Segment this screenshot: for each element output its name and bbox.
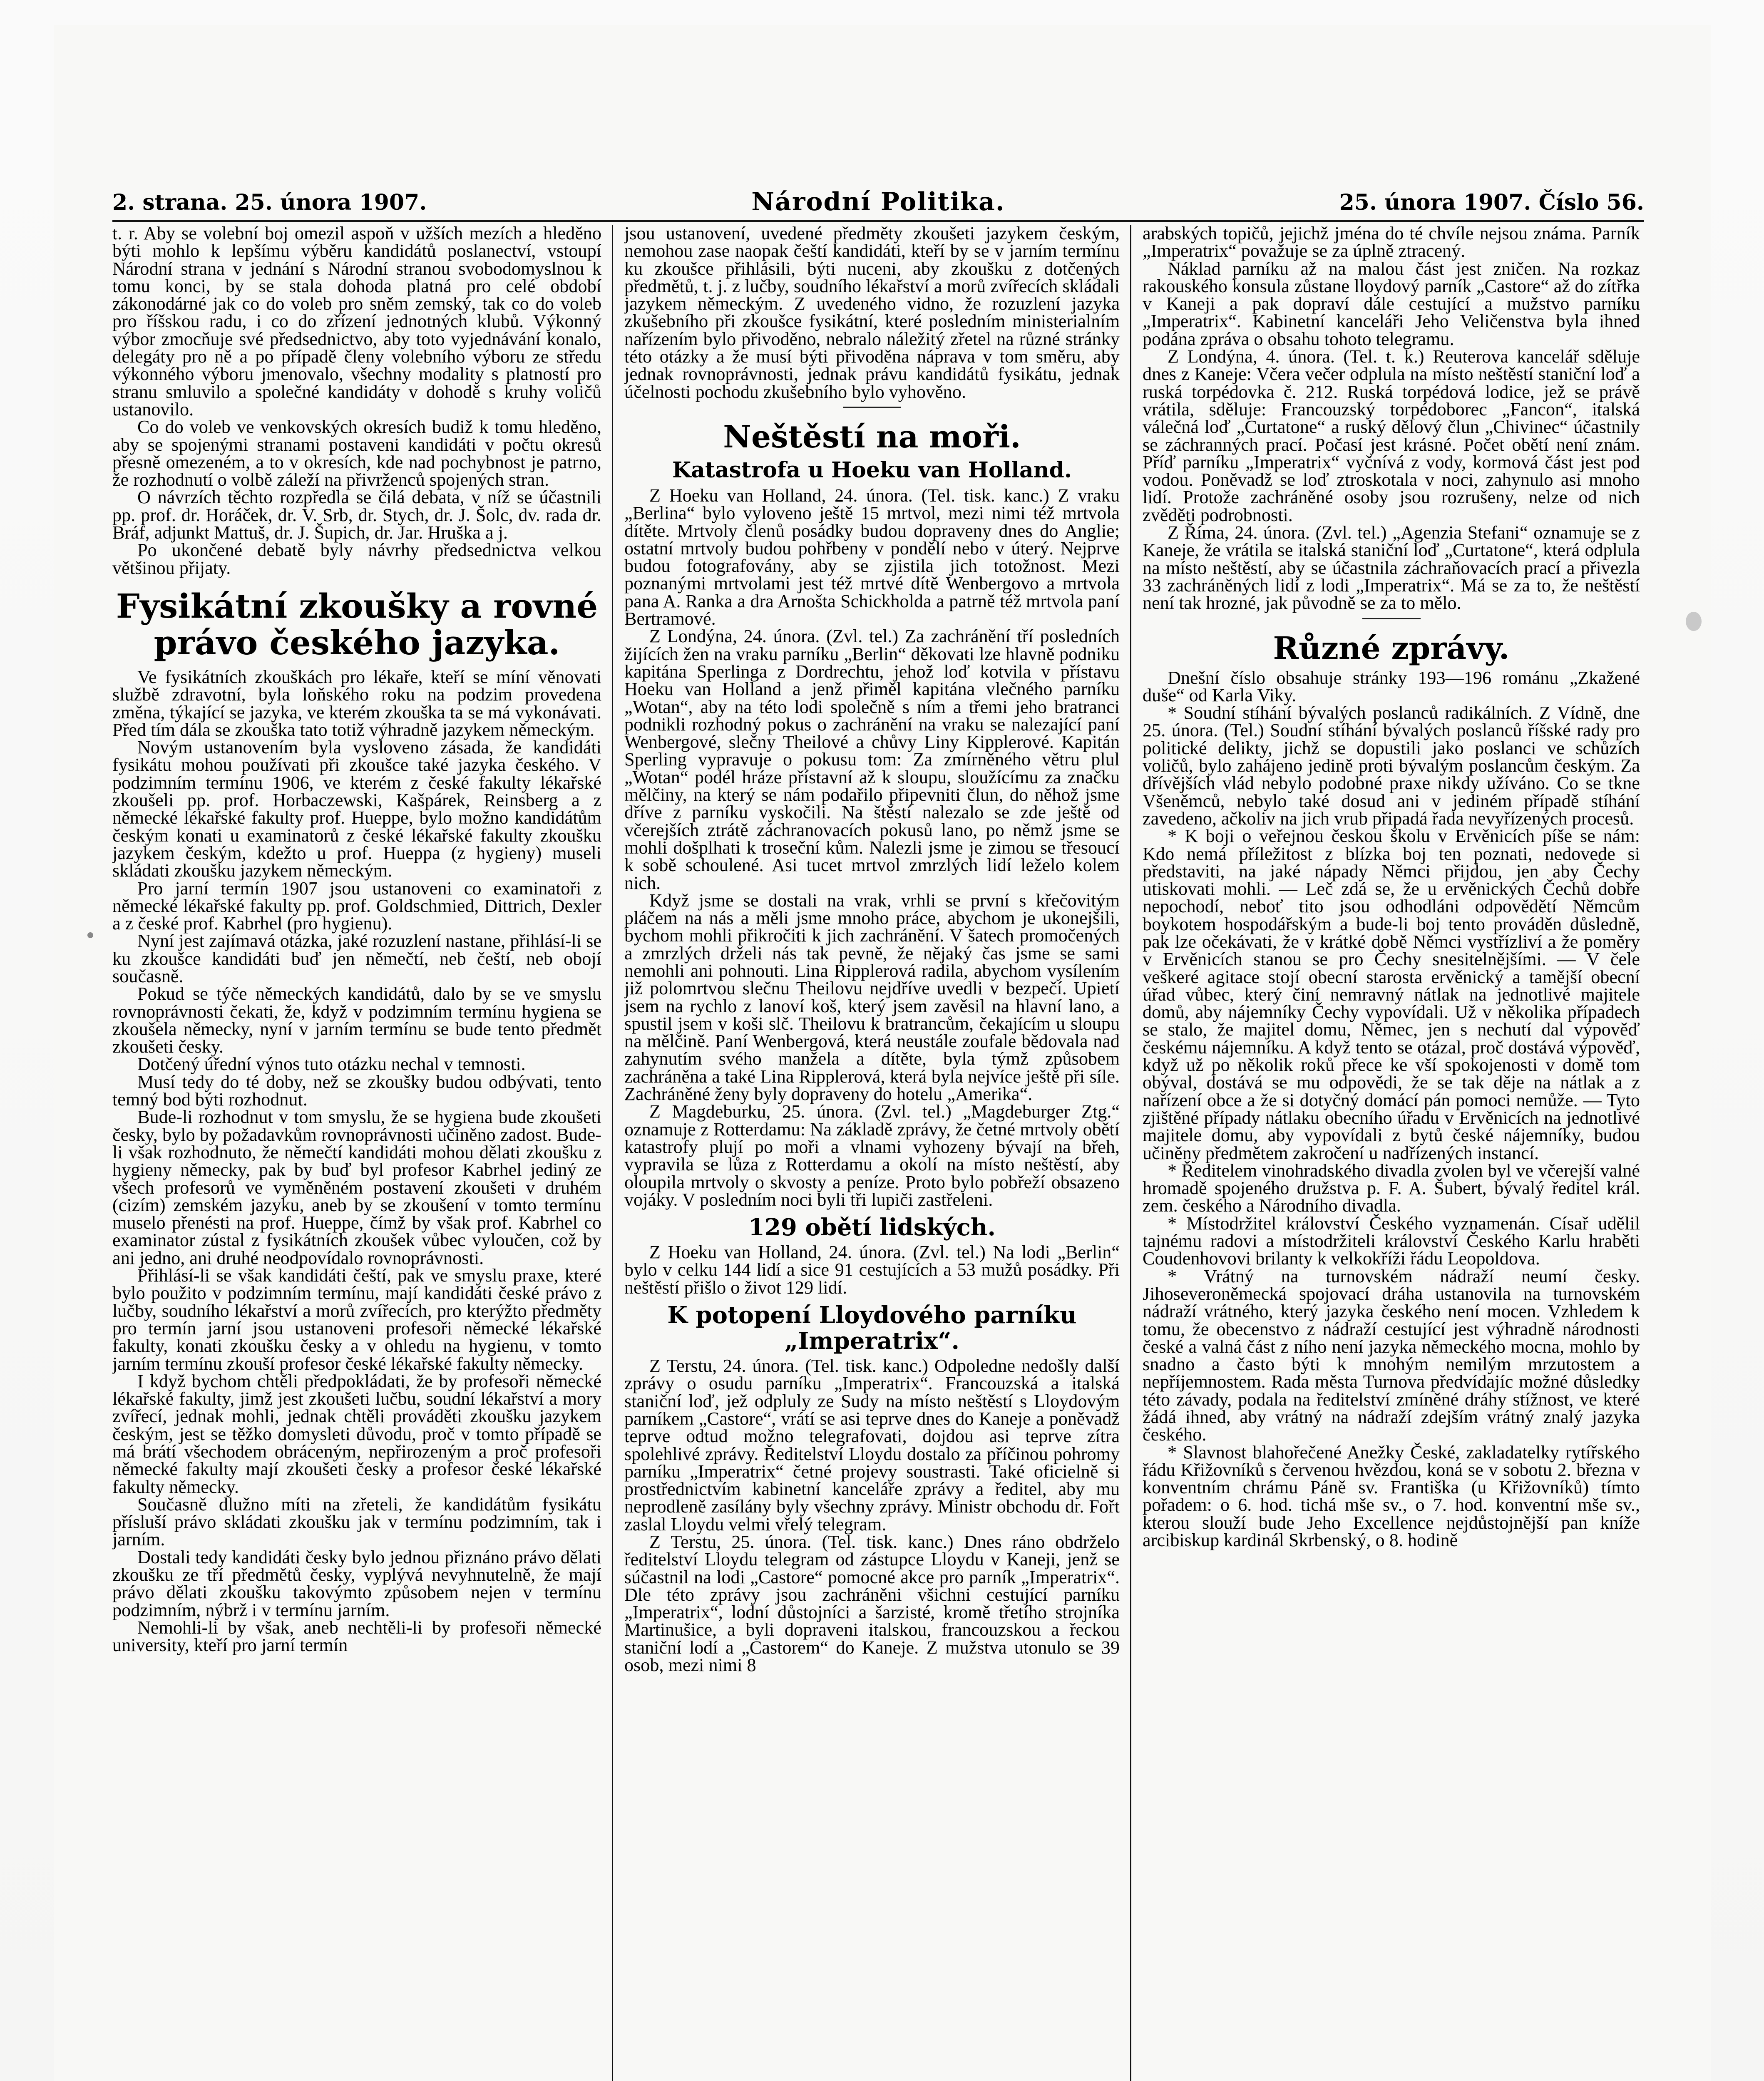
header-issue-number: 25. února 1907. Číslo 56. — [1339, 190, 1644, 215]
paragraph: Co do voleb ve venkovských okresích budiž k tomu hleděno, aby se spojenými stranami postaveni kandidáti v počtu okresů přesně omezeném, a to v okresích, kde nad pochybnost je patrno, že rozhodnutí o volbě záleží na přivrženců spojených stran. — [112, 417, 601, 490]
masthead-title: Národní Politika. — [751, 187, 1005, 216]
ink-blot — [1686, 612, 1702, 631]
paragraph: Z Hoeku van Holland, 24. února. (Zvl. tel.) Na lodi „Berlin“ bylo v celku 144 lidí a sice 91 cestujících a 53 mužů posádky. Při neštěstí přišlo o život 129 lidí. — [624, 1242, 1120, 1298]
paragraph: Bude-li rozhodnut v tom smyslu, že se hygiena bude zkoušeti česky, bylo by požadavkům rovnoprávnosti učiněno zadost. Bude-li však rozhodnuto, že němečtí kandidáti mohou dělati zkoušku z hygieny německy, pak by buď byl profesor Kabrhel jediný ze všech profesorů ve vyměněném postavení zkoušeti v druhém (cizím) zemském jazyku, aneb by se zkoušení v tomto termínu muselo přenésti na prof. Hueppe, čímž by však prof. Kabrhel co examinator zústal z fysikátních zkoušek vůbec vyloučen, což by ani jedno, ani druhé neodpovídalo rovnoprávnosti. — [112, 1107, 601, 1268]
section-rule — [1362, 618, 1421, 619]
section-heading: Různé zprávy. — [1273, 630, 1510, 666]
header-rule — [112, 220, 1644, 222]
paragraph: Nyní jest zajímavá otázka, jaké rozuzlení nastane, přihlásí-li se ku zkoušce kandidáti buď jen němečtí, neb čeští, neb obojí současně. — [112, 931, 601, 986]
paragraph: Novým ustanovením byla vysloveno zásada, že kandidáti fysikátu mohou používati při zkoušce také jazyka českého. V podzimním termínu 1906, ve kterém z české fakulty lékařské zkoušeli pp. prof. Horbaczewski, Kašpárek, Reinsberg a z německé lékařské fakulty prof. Hueppe, bylo možno kandidátům českým konati u examinatorů z české lékařské fakulty zkoušku jazykem českým, kdežto u prof. Hueppa (z hygieny) museli skládati zkoušku jazykem německým. — [112, 737, 601, 881]
article-subheading: 129 obětí lidských. — [748, 1214, 996, 1242]
ink-blot — [87, 932, 93, 938]
column-3 — [1143, 225, 1640, 2081]
paragraph: Z Terstu, 24. února. (Tel. tisk. kanc.) Odpoledne nedošly další zprávy o osudu parníku „Imperatrix“. Francouzská a italská staniční loď, jež odpluly ze Sudy na místo neštěstí s Lloydovým parníkem „Castore“, vrátí se asi teprve dnes do Kaneje a poněvadž teprve odtud možno telegrafovati, dojdou asi teprve zítra spolehlivé zprávy. Ředitelství Lloydu dostalo za příčinou pohromy parníku „Imperatrix“ četné projevy soustrasti. Také oficielně si prostřednictvím kabinetní kanceláře zprávy a ředitel, aby mu neprodleně zasílány byly všechny zprávy. Ministr obchodu dr. Fořt zaslal Lloydu velmi vřelý telegram. — [624, 1356, 1120, 1535]
article-subheading: K potopení Lloydového parníku „Imperatrix“. — [667, 1301, 1077, 1355]
section-rule — [843, 407, 901, 408]
paragraph: Pokud se týče německých kandidátů, dalo by se ve smyslu rovnoprávnosti čekati, že, když v podzimním termínu hygiena se zkoušela německy, nyní v jarním termínu se bude tento předmět zkoušeti česky. — [112, 983, 601, 1057]
paragraph: Musí tedy do té doby, než se zkoušky budou odbývati, tento temný bod býti rozhodnut. — [112, 1071, 601, 1110]
paragraph: jsou ustanovení, uvedené předměty zkoušeti jazykem českým, nemohou zase naopak čeští kandidáti, kteří by se v jarním termínu ku zkoušce přihlásili, býti nuceni, aby zkoušku z dotčených předmětů, t. j. z lučby, soudního lékařství a morů zvířecích skládali jazykem německým. Z uvedeného vidno, že rozuzlení jazyka zkušebního při zkoušce fysikátní, které posledním ministerialním nařízením bylo přivoděno, nebralo náležitý zřetel na různé stránky této otázky a že musí býti přivoděna náprava v tom směru, aby jednak rovnoprávnosti, jednak právu kandidátů fysikátu, jednak účelnosti pochodu zkušebního bylo vyhověno. — [624, 225, 1120, 402]
article-heading: Neštěstí na moři. — [723, 419, 1021, 455]
paragraph: * Vrátný na turnovském nádraží neumí česky. Jihoseveroněmecká spojovací dráha ustanovila na turnovském nádraží vrátného, který jazyka českého není mocen. Vzhledem k tomu, že obecenstvo z nádraží cestující jest výhradně národnosti české a valná část z ního není jazyka německého mocna, mohlo by snadno a často býti k mnohým nemilým mrzutostem a nepříjemnostem. Rada města Turnova předvídajíc možné důsledky této závady, podala na ředitelství zmíněné dráhy stížnost, ve které žádá ihned, aby vrátný na nádraží zdejším vrátný znalý jazyka českého. — [1143, 1266, 1640, 1445]
paragraph: Náklad parníku až na malou část jest zničen. Na rozkaz rakouského konsula zůstane lloydový parník „Castore“ až do zítřka v Kaneji a pak dopraví dále cestující a mužstvo parníku „Imperatrix“. Kabinetní kanceláři Jeho Veličenstva byla ihned podána zpráva o obsahu tohoto telegramu. — [1143, 258, 1640, 349]
paragraph: Současně dlužno míti na zřeteli, že kandidátům fysikátu přísluší právo skládati zkoušku jak v termínu podzimním, tak i jarním. — [112, 1494, 601, 1550]
paragraph: * Soudní stíhání bývalých poslanců radikálních. Z Vídně, dne 25. února. (Tel.) Soudní stíhání bývalých poslanců říšské rady pro politické delikty, jichž se dopustili jako poslanci ve schůzích voličů, bylo zahájeno jedině proti bývalým poslancům českým. Za dřívějších vlád nebylo podobné praxe nikdy užíváno. Co se tkne Všeněmců, nebylo také dosud ani v jediném případě stíhání zavedeno, ačkoliv na jich vrub připadá řada nevyřízených procesů. — [1143, 703, 1640, 829]
paragraph: Nemohli-li by však, aneb nechtěli-li by profesoři německé university, kteří pro jarní termín — [112, 1617, 601, 1656]
paragraph: I když bychom chtěli předpokládati, že by profesoři německé lékařské fakulty, jimž jest zkoušeti lučbu, soudní lékařství a mory zvířecí, jednak mohli, jednak chtěli prováděti zkoušku jazykem českým, jest se těžko domysleti důvodu, proč v tomto případě se má brátí všechodem obráceným, nepřirozeným a proč profesoři německé fakulty mají zkoušeti česky a profesor české lékařské fakulty německy. — [112, 1371, 601, 1497]
paragraph: Z Londýna, 4. února. (Tel. t. k.) Reuterova kancelář sděluje dnes z Kaneje: Včera večer odplula na místo neštěstí staniční loď a ruská torpédovka č. 212. Ruská torpédová lodice, jež se právě vrátila, sděluje: Francouzský torpédoborec „Fancon“, italská válečná loď „Curtatone“ a ruský dělový člun „Chivinec“ účastnily se záchranných prací. Počasí jest krásné. Počet obětí není znám. Příď parníku „Imperatrix“ vyčnívá z vody, kormová část jest pod vodou. Poněvadž se loď ztroskotala v noci, zahynulo asi mnoho lidí. Protože zachráněné osoby jsou rozrušeny, nelze od nich zvěděti podrobnosti. — [1143, 346, 1640, 525]
paragraph: * Ředitelem vinohradského divadla zvolen byl ve včerejší valné hromadě spojeného družstva p. F. A. Šubert, bývalý ředitel král. zem. českého a Národního divadla. — [1143, 1160, 1640, 1216]
paragraph: Dotčený úřední výnos tuto otázku nechal v temnosti. — [137, 1054, 526, 1075]
paragraph: O návrzích těchto rozpředla se čilá debata, v níž se účastnili pp. prof. dr. Horáček, dr. V. Srb, dr. Stych, dr. J. Šolc, dv. rada dr. Bráf, adjunkt Mattuš, dr. J. Šupich, dr. Jar. Hruška a j. — [112, 487, 601, 543]
paragraph: Dnešní číslo obsahuje stránky 193—196 románu „Zkažené duše“ od Karla Viky. — [1143, 667, 1640, 705]
paragraph: t. r. Aby se volební boj omezil aspoň v užších mezích a hleděno býti mohlo k lepšímu výběru kandidátů poslanectví, vstoupí Národní strana v jednání s Národní stranou svobodomyslnou k tomu konci, by se stala dohoda platná pro celé období zákonodárné jak co do voleb pro sněm zemský, tak co do voleb pro říšskou radu, i co do zřízení jednotných klubů. Výkonný výbor zmocňuje své předsednictvo, aby toto vyjednávání konalo, delegáty pro ně a po případě členy volebního výboru ze středu výkonného výboru jmenovalo, všechny modality s platností pro stranu smluvilo a společné kandidáty v dohodě s kruhy voličů ustanovilo. — [112, 225, 601, 420]
paragraph: * Slavnost blahořečené Anežky České, zakladatelky rytířského řádu Křižovníků s červenou hvězdou, koná se v sobotu 2. března v konventním chrámu Páně sv. Františka (u Křižovníků) tímto pořadem: o 6. hod. tichá mše sv., o 7. hod. konventní mše sv., kterou slouží bude Jeho Excellence nejdůstojnější pan kníže arcibiskup kardinál Skrbenský, o 8. hodině — [1143, 1442, 1640, 1551]
paragraph: Když jsme se dostali na vrak, vrhli se první s křečovitým pláčem na nás a měli jsme mnoho práce, abychom je ukonejšili, bychom mohli přikročiti k jich zachránění. V šatech promočených a zmrzlých drželi nás tak pevně, že nějaký čas jsme se sami nemohli ani pohnouti. Lina Ripplerová radila, abychom vysílením již polomrtvou slečnu Theilovu nejdříve uvedli v bezpečí. Upietí jsem na rychlo z lanoví koš, který jsem zavěsil na hlavní lano, a spustil jsem v koši slč. Theilovu k bratrancům, čekajícím u sloupu na mělčině. Paní Wenbergová, která neustále zoufale bědovala nad zahynutím svého manžela a dítěte, byla týmž způsobem zachráněna a také Lina Ripplerová, která byla nejvíce ještě při síle. Zachráněné ženy byly dopraveny do hotelu „Amerika“. — [624, 890, 1120, 1105]
paragraph: * K boji o veřejnou českou školu v Ervěnicích píše se nám: Kdo nemá příležitost z blízka boj ten poznati, nedovede si představiti, na jaké nápady Němci přijdou, jen aby Čechy utiskovati mohli. — Leč zdá se, že u ervěnických Čechů dobře nepochodí, neboť tito jsou odhodláni odpovědětí Němcům boykotem hospodářským a bude-li boj tento prováděn důsledně, pak lze očekávati, že v krátké době Němci vystřízliví a že poměry v Ervěnicích stanou se pro Čechy snesitelnějšími. — V čele veškeré agitace stojí obecní starosta ervěnický a tamější obecní úřad vůbec, který činí nemravný nátlak na jednotlivé majitele domů, aby nájemníky Čechy vypovídali. Už v několika případech se stalo, že majitel domu, Němec, jen s nechutí dal výpověď českému nájemníku. A když tento se otázal, proč dostává výpověď, když už po několik roků přece ke vší spokojenosti v domě tom obýval, dostává se mu odpovědi, že se tak děje na nátlak a z nařízení obce a že si dotyčný domácí pán pomoci nemůže. — Tyto zjištěné případy nátlaku obecního úřadu v Ervěnicích na jednotlivé majitele domu, aby vypovídali z bytů české nájemníky, budou učiněny předmětem zakročení u nadřízených instancí. — [1143, 826, 1640, 1163]
paragraph: Ve fysikátních zkouškách pro lékaře, kteří se míní věnovati službě zdravotní, byla loňského roku na podzim provedena změna, týkající se jazyka, ve kterém zkouška ta se má vykonávati. Před tím dála se zkouška tato totiž výhradně jazykem německým. — [112, 666, 601, 740]
paragraph: Přihlásí-li se však kandidáti čeští, pak ve smyslu praxe, které bylo použito v podzimním termínu, mají kandidáti české právo z lučby, soudního lékařství a morů zvířecích, pro kterýžto předměty pro termín jarní jsou ustanoveni profesoři německé lékařské fakulty, konati zkoušku česky a v ohledu na hygienu, v tomto jarním termínu zkouší profesor české lékařské fakulty německy. — [112, 1265, 601, 1374]
paragraph: Po ukončené debatě byly návrhy předsednictva velkou většinou přijaty. — [112, 540, 601, 578]
paragraph: arabských topičů, jejichž jména do té chvíle nejsou známa. Parník „Imperatrix“ považuje se za úplně ztracený. — [1143, 225, 1640, 261]
paragraph: Z Londýna, 24. února. (Zvl. tel.) Za zachránění tří posledních žijících žen na vraku parníku „Berlin“ děkovati lze hlavně podniku kapitána Sperlinga z Dordrechtu, jehož loď kotvila v přístavu Hoeku van Holland a jenž přiměl kapitána vlečného parníku „Wotan“, aby na této lodi společně s ním a třemi jeho bratranci podnikli rozhodný pokus o zachránění na vraku se nalezající paní Wenbergové, slečny Theilové a chůvy Liny Kipplerové. Kapitán Sperling vypravuje o pokusu tom: Za zmírněného větru plul „Wotan“ podél hráze přístavní až k sloupu, sloužícímu za značku mělčiny, na který se nám podařilo připevniti člun, do něhož jsme dříve z parníku vyskočili. Na štěstí nalezalo se zde ještě od včerejších ztrátě záchranovacích pokusů lano, po němž jsme se mohli došplhati k troseční kům. Nalezli jsme je zimou se třesoucí k sobě schoulené. Asi tucet mrtvol zmrzlých lidí leželo kolem nich. — [624, 626, 1120, 893]
paragraph: Z Říma, 24. února. (Zvl. tel.) „Agenzia Stefani“ oznamuje se z Kaneje, že vrátila se italská staniční loď „Curtatone“, která odplula na místo neštěstí, aby se účastnila záchraňovacích prací a přivezla 33 zachráněných lidí z lodi „Imperatrix“. Má se za to, že neštěstí není tak hrozné, jak původně se za to mělo. — [1143, 522, 1640, 613]
column-divider — [612, 225, 613, 2081]
paragraph: Z Hoeku van Holland, 24. února. (Tel. tisk. kanc.) Z vraku „Berlina“ bylo vyloveno ještě 15 mrtvol, mezi nimi též mrtvola dítěte. Mrtvoly členů posádky budou dopraveny dnes do Anglie; ostatní mrtvoly budou pohřbeny v pondělí nebo v úterý. Nejprve budou fotografovány, aby se zjistila jich totožnost. Mezi poznanými mrtvolami jest též mrtvé dítě Wenbergovo a mrtvola pana A. Ranka a dra Arnošta Schickholda a patrně též mrtvola paní Bertramové. — [624, 485, 1120, 629]
header-page-date: 2. strana. 25. února 1907. — [112, 190, 427, 215]
column-divider — [1130, 225, 1131, 2081]
paragraph: Z Magdeburku, 25. února. (Zvl. tel.) „Magdeburger Ztg.“ oznamuje z Rotterdamu: Na základě zprávy, že četné mrtvoly obětí katastrofy plují po moři a vlnami vyhozeny bývají na břeh, vypravila se lůza z Rotterdamu a okolí na místo neštěstí, aby oloupila mrtvoly o skvosty a peníze. Proto bylo pobřeží obsazeno vojáky. V posledním noci byli tři lupiči zastřeleni. — [624, 1101, 1120, 1210]
paragraph: Z Terstu, 25. února. (Tel. tisk. kanc.) Dnes ráno obdrželo ředitelství Lloydu telegram od zástupce Lloydu v Kaneji, jenž se súčastnil na lodi „Castore“ pomocné akce pro parník „Imperatrix“. Dle této zprávy jsou zachráněni všichni cestující parníku „Imperatrix“, lodní důstojníci a šarzisté, kromě třetího strojníka Martinušice, a byli dopraveni italskou, francouzskou a řeckou staniční lodí a „Castorem“ do Kaneje. Z mužstva utonulo se 39 osob, mezi nimi 8 — [624, 1532, 1120, 1676]
article-subheading: Katastrofa u Hoeku van Holland. — [672, 457, 1072, 483]
column-2 — [624, 225, 1120, 2081]
paragraph: Dostali tedy kandidáti česky bylo jednou přiznáno právo dělati zkoušku ze tří předmětů česky, vyplývá nevyhnutelně, že mají právo dělati zkoušku takovýmto způsobem nejen v termínu podzimním, nýbrž i v termínu jarním. — [112, 1547, 601, 1620]
page-header — [112, 183, 1644, 221]
article-heading: Fysikátní zkoušky a rovné právo českého jazyka. — [116, 586, 598, 662]
paragraph: * Místodržitel království Českého vyznamenán. Císař udělil tajnému radovi a místodržiteli království Českého Karlu hraběti Coudenhovovi brilanty k velkokříži řádu Leopoldova. — [1143, 1213, 1640, 1269]
paragraph: Pro jarní termín 1907 jsou ustanoveni co examinatoři z německé lékařské fakulty pp. prof. Goldschmied, Dittrich, Dexler a z české prof. Kabrhel (pro hygienu). — [112, 878, 601, 934]
column-1 — [112, 225, 601, 2081]
